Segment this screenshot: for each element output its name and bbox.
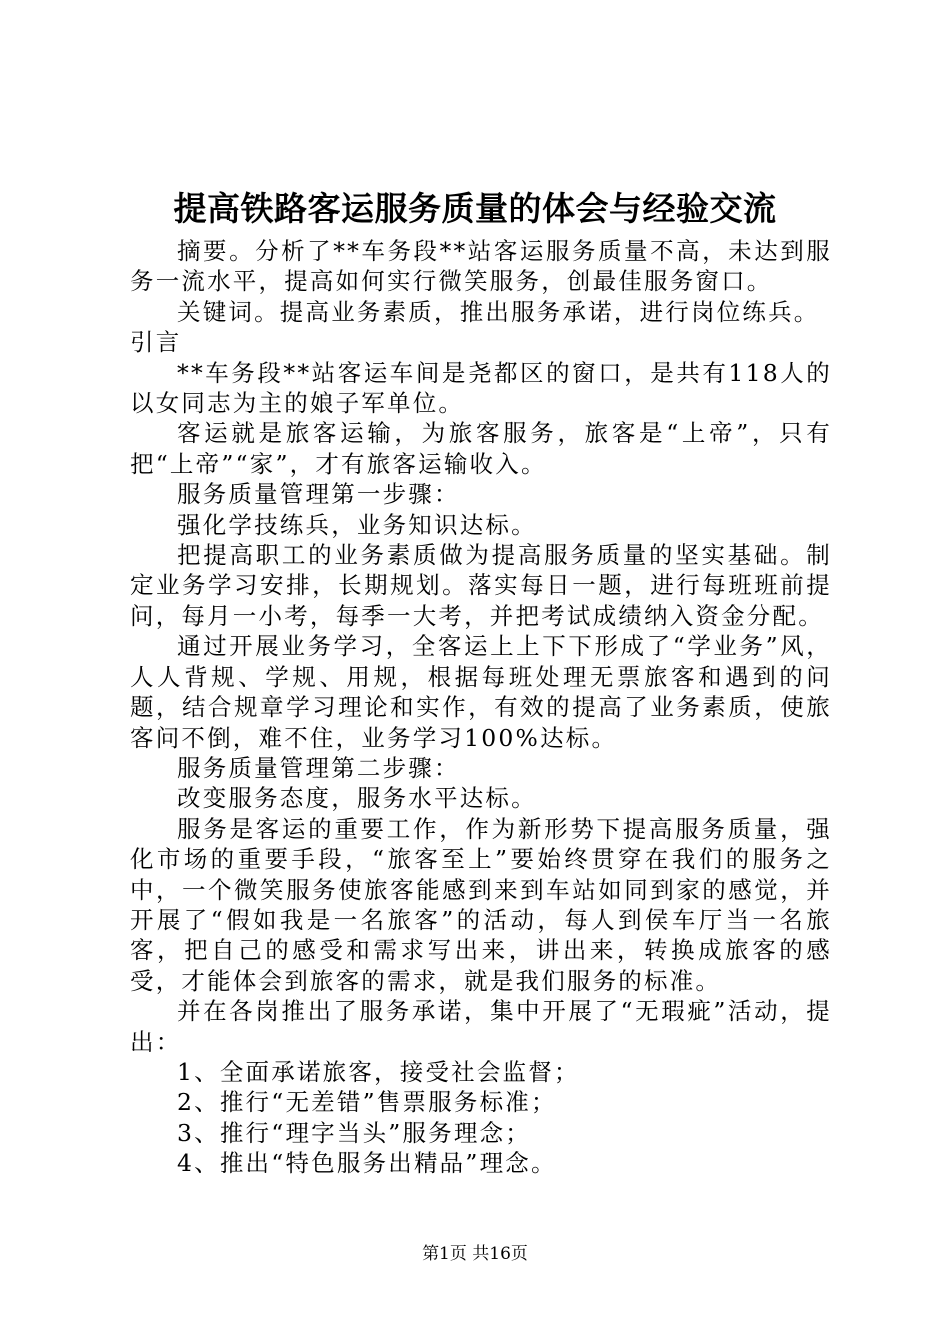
body-paragraph: 通过开展业务学习，全客运上上下下形成了“学业务”风，人人背规、学规、用规，根据每班处理无票旅客和遇到的问题，结合规章学习理论和实作，有效的提高了业务素质，使旅客问不倒，难不住，业务学习100%达标。 xyxy=(130,632,832,752)
body-paragraph: **车务段**站客运车间是尧都区的窗口，是共有118人的以女同志为主的娘子军单位。 xyxy=(130,358,832,418)
keywords-paragraph: 关键词。提高业务素质，推出服务承诺，进行岗位练兵。 xyxy=(177,297,820,326)
page-footer: 第1页 共16页 xyxy=(422,1244,528,1264)
body-paragraph: 把提高职工的业务素质做为提高服务质量的坚实基础。制定业务学习安排，长期规划。落实每日一题，进行每班班前提问，每月一小考，每季一大考，并把考试成绩纳入资金分配。 xyxy=(130,541,832,630)
list-item: 1、全面承诺旅客，接受社会监督； xyxy=(177,1057,580,1086)
body-paragraph: 并在各岗推出了服务承诺，集中开展了“无瑕疵”活动，提出： xyxy=(130,997,832,1056)
step-heading: 服务质量管理第二步骤： xyxy=(177,753,460,782)
document-title: 提高铁路客运服务质量的体会与经验交流 xyxy=(173,189,777,228)
body-paragraph: 客运就是旅客运输，为旅客服务，旅客是“上帝”，只有把“上帝”“家”，才有旅客运输收入。 xyxy=(130,419,832,478)
abstract-paragraph: 摘要。分析了**车务段**站客运服务质量不高，未达到服务一流水平，提高如何实行微笑服务，创最佳服务窗口。 xyxy=(130,237,832,296)
list-item: 4、推出“特色服务出精品”理念。 xyxy=(177,1149,557,1178)
introduction-heading: 引言 xyxy=(130,328,182,357)
document-body xyxy=(130,236,832,1179)
list-item: 3、推行“理字当头”服务理念； xyxy=(177,1118,531,1147)
step-heading: 服务质量管理第一步骤： xyxy=(177,480,460,509)
step-subheading: 强化学技练兵，业务知识达标。 xyxy=(177,510,537,539)
step-subheading: 改变服务态度，服务水平达标。 xyxy=(177,784,537,813)
list-item: 2、推行“无差错”售票服务标准； xyxy=(177,1088,557,1117)
body-paragraph: 服务是客运的重要工作，作为新形势下提高服务质量，强化市场的重要手段，“旅客至上”要始终贯穿在我们的服务之中，一个微笑服务使旅客能感到来到车站如同到家的感觉，并开展了“假如我是一名旅客”的活动，每人到侯车厅当一名旅客，把自己的感受和需求写出来，讲出来，转换成旅客的感受，才能体会到旅客的需求，就是我们服务的标准。 xyxy=(130,814,832,995)
